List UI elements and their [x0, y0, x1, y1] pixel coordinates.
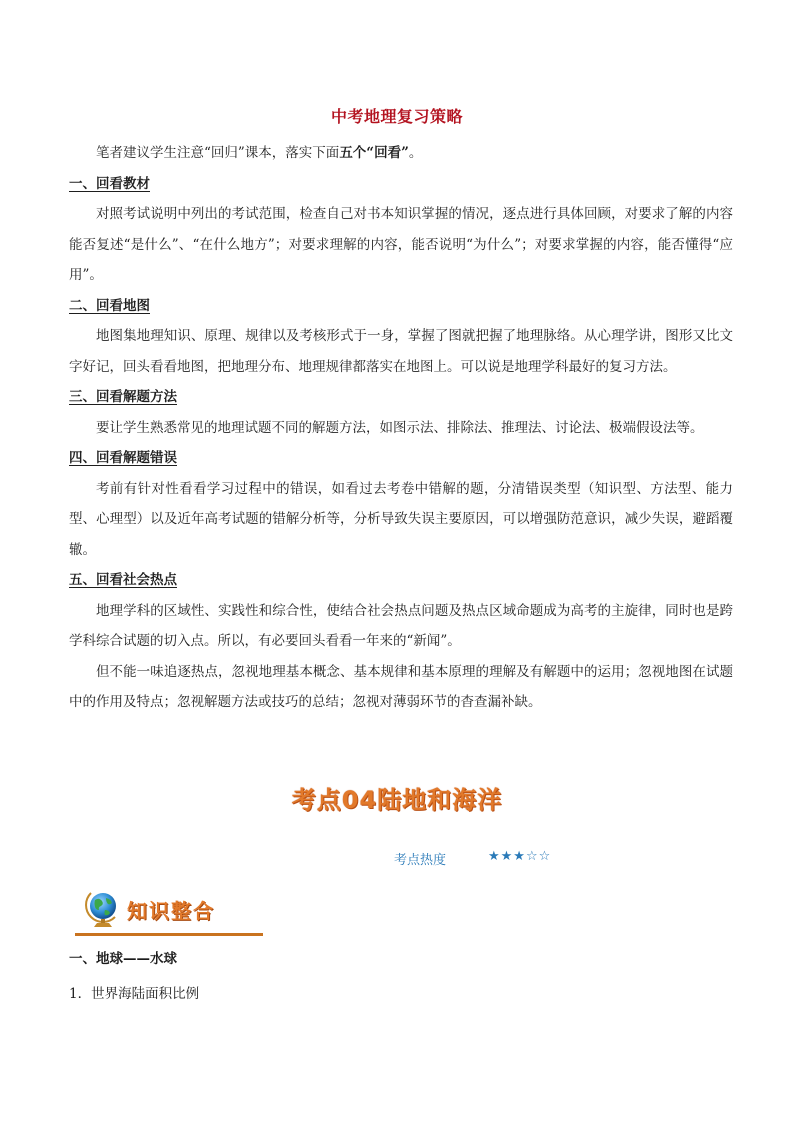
list-item: 1．世界海陆面积比例 — [69, 986, 200, 1002]
banner-divider — [75, 933, 263, 936]
intro-emphasis: 五个“回看” — [339, 145, 409, 161]
knowledge-banner — [75, 885, 265, 937]
subheading: 一、地球——水球 — [69, 951, 177, 967]
section-heading-5: 五、回看社会热点 — [69, 572, 177, 588]
heat-label: 考点热度 — [394, 853, 447, 868]
kaodian-title: 考点04陆地和海洋 — [291, 786, 503, 814]
intro-paragraph — [69, 138, 733, 169]
document-title: 中考地理复习策略 — [330, 107, 463, 126]
document-body — [69, 138, 733, 718]
section-5-paragraph-1: 地理学科的区域性、实践性和综合性，使结合社会热点问题及热点区域命题成为高考的主旋律，同时也是跨学科综合试题的切入点。所以，有必要回头看看一年来的“新闻”。 — [69, 602, 733, 649]
section-3-paragraph: 要让学生熟悉常见的地理试题不同的解题方法，如图示法、排除法、推理法、讨论法、极端假设法等。 — [96, 419, 704, 436]
heat-stars: ★★★☆☆ — [488, 849, 552, 864]
section-heading-2: 二、回看地图 — [69, 297, 150, 314]
section-heading-1: 一、回看教材 — [69, 175, 150, 192]
section-1-paragraph: 对照考试说明中列出的考试范围，检查自己对书本知识掌握的情况，逐点进行具体回顾，对要求了解的内容能否复述“是什么”、“在什么地方”；对要求理解的内容，能否说明“为什么”；对要求掌握的内容，能否懂得“应用”。 — [69, 206, 733, 283]
section-heading-4: 四、回看解题错误 — [69, 450, 177, 466]
globe-icon — [85, 889, 121, 931]
section-5-paragraph-2: 但不能一味追逐热点，忽视地理基本概念、基本规律和基本原理的理解及有解题中的运用；忽视地图在试题中的作用及特点；忽视解题方法或技巧的总结；忽视对薄弱环节的杳查漏补缺。 — [69, 663, 733, 710]
section-heading-3: 三、回看解题方法 — [69, 389, 177, 405]
section-4-paragraph: 考前有针对性看看学习过程中的错误，如看过去考卷中错解的题，分清错误类型（知识型、方法型、能力型、心理型）以及近年高考试题的错解分析等，分析导致失误主要原因，可以增强防范意识，减少失误，避蹈覆辙。 — [69, 480, 733, 558]
intro-text: 笔者建议学生注意“回归”课本，落实下面 — [96, 145, 340, 161]
banner-text: 知识整合 — [127, 899, 215, 923]
intro-end: 。 — [408, 145, 423, 161]
section-2-paragraph: 地图集地理知识、原理、规律以及考核形式于一身，掌握了图就把握了地理脉络。从心理学讲，图形又比文字好记，回头看看地图，把地理分布、地理规律都落实在地图上。可以说是地理学科最好的复习方法。 — [69, 328, 733, 375]
